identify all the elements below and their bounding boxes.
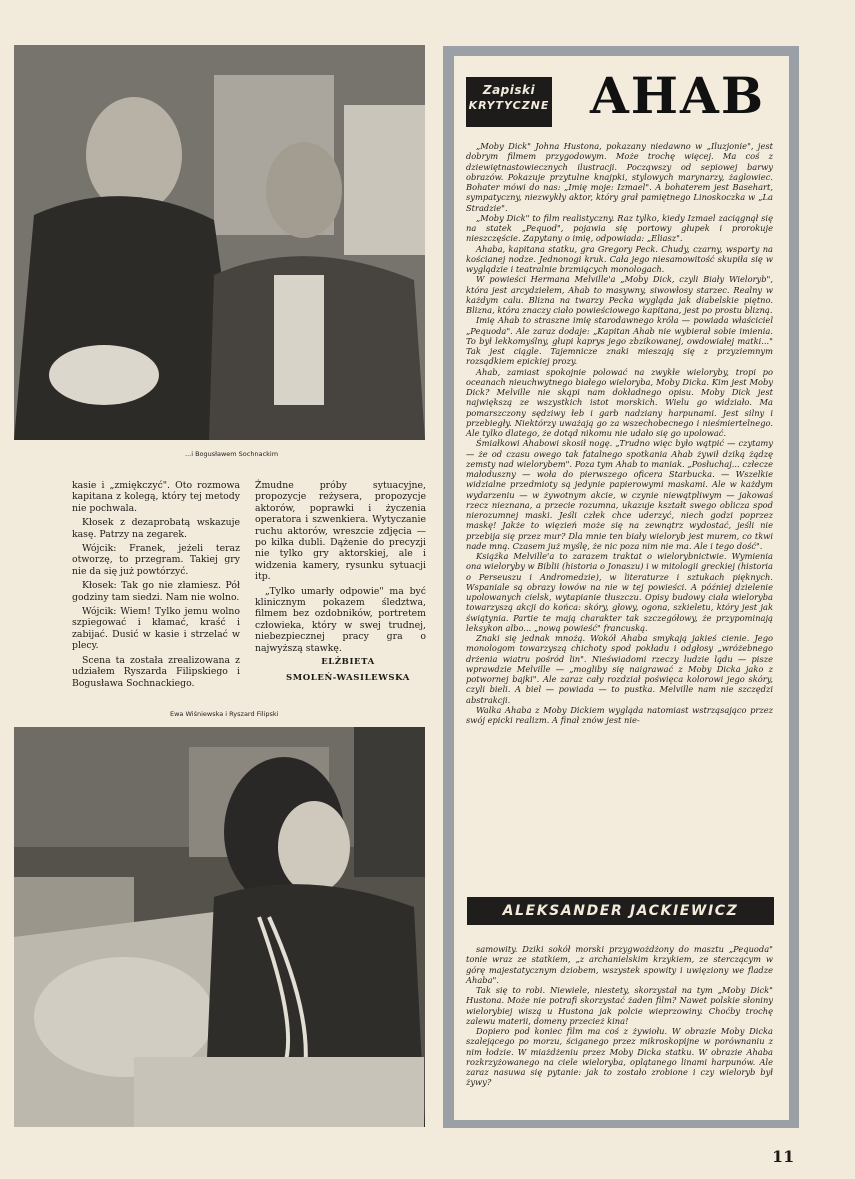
paragraph: Walka Ahaba z Moby Dickiem wygląda natomiast wstrząsająco przez swój epicki realizm. A finał znów jest nie-	[466, 704, 773, 725]
article-text-bottom	[466, 944, 773, 1088]
paragraph: Dopiero pod koniec film ma coś z żywiołu. W obrazie Moby Dicka szalejącego po morzu, ściganego przez mikroskopijne w porównaniu z nim łodzie. W miażdżeniu przez Moby Dicka statku. W obrazie Ahaba rozkrzyżowanego na ciele wieloryba, oplątanego linami harpunów. Ale zaraz nasuwa się pytanie: jak to zostało zrobione i czy wieloryb był żywy?	[466, 1026, 773, 1088]
paragraph: Wójcik: Wiem! Tylko jemu wolno szpiegować i kłamać, kraść i zabijać. Dusić w kasie i strzelać w plecy.	[72, 606, 240, 652]
paragraph: „Moby Dick" to film realistyczny. Raz tylko, kiedy Izmael zaciągnął się na statek „Pequod", pojawia się portowy głupek i prorokuje nieszczęście. Zapytany o imię, odpowiada: „Eliasz".	[466, 212, 773, 244]
badge-line-2: KRYTYCZNE	[468, 99, 550, 112]
paragraph: W powieści Hermana Melville'a „Moby Dick, czyli Biały Wieloryb", która jest arcydziełem, Ahab to masywny, siwowłosy starzec. Realny w każdym calu. Blizna na twarzy Pecka wygląda jak diabelskie piętno. Blizna, która znaczy ciało powieściowego kapitana, jest po prostu blizną.	[466, 274, 773, 315]
top-photo-caption: ...i Bogusławem Sochnackim	[185, 450, 279, 458]
paragraph: Imię Ahab to straszne imię starodawnego króla — powiada właściciel „Pequoda". Ale zaraz dodaje: „Kapitan Ahab nie wybierał sobie imienia. To był lekkomyślny, głupi kaprys jego zbzikowanej, owdowiałej matki..." Tak jest ciągle. Tajemnicze znaki mieszają się z przyziemnym rozsądkiem epickiej prozy.	[466, 315, 773, 367]
paragraph: Śmiałkowi Ahabowi skosił nogę. „Trudno więc było wątpić — czytamy — że od czasu owego tak fatalnego spotkania Ahab żywił dziką żądzę zemsty nad wielorybem". Poza tym Ahab to maniak. „Posłuchaj... człecze małoduszny — woła do pierwszego oficera Starbucka. — Wszelkie widzialne przedmioty są jedynie papierowymi maskami. Ale w każdym wydarzeniu — w żywotnym akcie, w czynie niewątpliwym — jakowaś rzecz nieznana, a przecie rozumna, ukazuje kształt swego oblicza spod nierozumnej maski. Jeśli człek chce uderzyć, niech godzi poprzez maskę! Jakże to więzień może się na zewnątrz wydostać, jeśli nie przebija się przez mur? Dla mnie ten biały wieloryb jest murem, co tkwi nade mną. Czasem już myślę, że nic poza nim nie ma. Ale i tego dość".	[466, 438, 773, 551]
bottom-photo-caption: Ewa Wiśniewska i Ryszard Filipski	[170, 710, 279, 718]
paragraph: Wójcik: Franek, jeżeli teraz otworzę, to przegram. Takiej gry nie da się już powtórzyć.	[72, 543, 240, 577]
paragraph: Ahab, zamiast spokojnie polować na zwykłe wieloryby, tropi po oceanach nieuchwytnego białego wieloryba, Moby Dicka. Kim jest Moby Dick? Melville nie skąpi nam dokładnego opisu. Moby Dick jest największą ze wszystkich istot morskich. Wielu go widziało. Ma pomarszczony sędziwy łeb i garb nadziany harpunami. Jest silny i przebiegły. Niektórzy uważają go za wszechobecnego i nieśmiertelnego. Ale tylko dlatego, że dotąd nikomu nie udało się go upolować.	[466, 366, 773, 438]
paragraph: Książka Melville'a to zarazem traktat o wielorybnictwie. Wymienia ona wieloryby w Biblii (historia o Jonaszu) i w mitologii greckiej (historia o Perseuszu i Andromedzie), w literaturze i sztukach pięknych. Wspaniale są obrazy łowów na nie w tej powieści. A później dzielenie upolowanych cielsk, wytapianie tłuszczu. Opisy budowy ciała wieloryba towarzyszą akcji do końca: skóry, głowy, ogona, szkieletu, który jest jak świątynia. Partie te mają charakter tak szczegółowy, że przypominają leksykon albo... „nową powieść" francuską.	[466, 551, 773, 633]
paragraph: Znaki się jednak mnożą. Wokół Ahaba smykają jakieś cienie. Jego monologom towarzyszą chichoty spod pokładu i odgłosy „wróżebnego drżenia wiatru pośród lin". Nieświadomi rzeczy ludzie lądu — pisze wprawdzie Melville — „mogliby się naigrawać z Moby Dicka jako z potwornej bajki". Ale zaraz cały rozdział poświęca kolorowi jego skóry, czyli bieli. A biel — powiada — to pustka. Melville nam nie szczędzi abstrakcji.	[466, 633, 773, 705]
paragraph: Ahaba, kapitana statku, gra Gregory Peck. Chudy, czarny, wsparty na kościanej nodze. Jednonogi kruk. Cała jego niesamowitość skupiła się w wyglądzie i teatralnie brzmiących monologach.	[466, 243, 773, 274]
left-text-column	[72, 480, 240, 692]
photo-two-men	[14, 45, 425, 440]
paragraph: Żmudne próby sytuacyjne, propozycje reżysera, propozycje aktorów, poprawki i życzenia operatora i szwenkiera. Wytyczanie ruchu aktorów, wreszcie zdjęcia — po kilka dubli. Dążenie do precyzji nie tylko gry aktorskiej, ale i widzenia kamery, rysunku sytuacji itp.	[255, 480, 426, 583]
paragraph: Kłosek z dezaprobatą wskazuje kasę. Patrzy na zegarek.	[72, 517, 240, 540]
paragraph: samowity. Dziki sokół morski przygwożdżony do masztu „Pequoda" tonie wraz ze statkiem, „z archanielskim krzykiem, ze sterczącym w górę majestatycznym dziobem, wszystek spowity i uwięziony we fladze Ahaba".	[466, 944, 773, 985]
signature-last-name: SMOLEŃ-WASILEWSKA	[286, 673, 410, 683]
paragraph: Kłosek: Tak go nie złamiesz. Pół godziny tam siedzi. Nam nie wolno.	[72, 580, 240, 603]
article-author: ALEKSANDER JACKIEWICZ	[467, 897, 774, 925]
article-title: AHAB	[590, 66, 766, 125]
column-badge	[466, 77, 552, 127]
signature	[255, 654, 441, 686]
paragraph: „Moby Dick" Johna Hustona, pokazany niedawno w „Iluzjonie", jest dobrym filmem przygodowym. Może trochę więcej. Ma coś z dziewiętnastowiecznych ilustracji. Począwszy od sepiowej barwy obrazów. Pokazuje przytulne knajpki, stylowych marynarzy, żaglowiec. Bohater mówi do nas: „Imię moje: Izmael". A bohaterem jest Basehart, sympatyczny, niezwykły aktor, który grał pamiętnego Linoskoczka w „La Stradzie".	[466, 141, 773, 213]
paragraph: „Tylko umarły odpowie" ma być klinicznym pokazem śledztwa, filmem bez ozdobników, portretem człowieka, który w swej trudnej, niebezpiecznej pracy gra o najwyższą stawkę.	[255, 585, 426, 654]
paragraph: Tak się to robi. Niewiele, niestety, skorzystał na tym „Moby Dick" Hustona. Może nie potrafi skorzystać żaden film? Nawet polskie słoniny wielorybiej wiszą u Hustona jak polcie wieprzowiny. Choćby trochę zalewu materii, domeny przecież kina!	[466, 985, 773, 1026]
article-text-top	[466, 141, 773, 725]
signature-first-name: ELŻBIETA	[321, 657, 375, 667]
page-number: 11	[772, 1147, 795, 1166]
paragraph: Scena ta została zrealizowana z udziałem Ryszarda Filipskiego i Bogusława Sochnackiego.	[72, 654, 240, 689]
badge-line-1: Zapiski	[482, 83, 536, 97]
photo-woman-and-man	[14, 727, 425, 1127]
paragraph: kasie i „zmiękczyć". Oto rozmowa kapitana z kolegą, który tej metody nie pochwala.	[72, 480, 240, 514]
middle-text-column	[255, 480, 426, 657]
